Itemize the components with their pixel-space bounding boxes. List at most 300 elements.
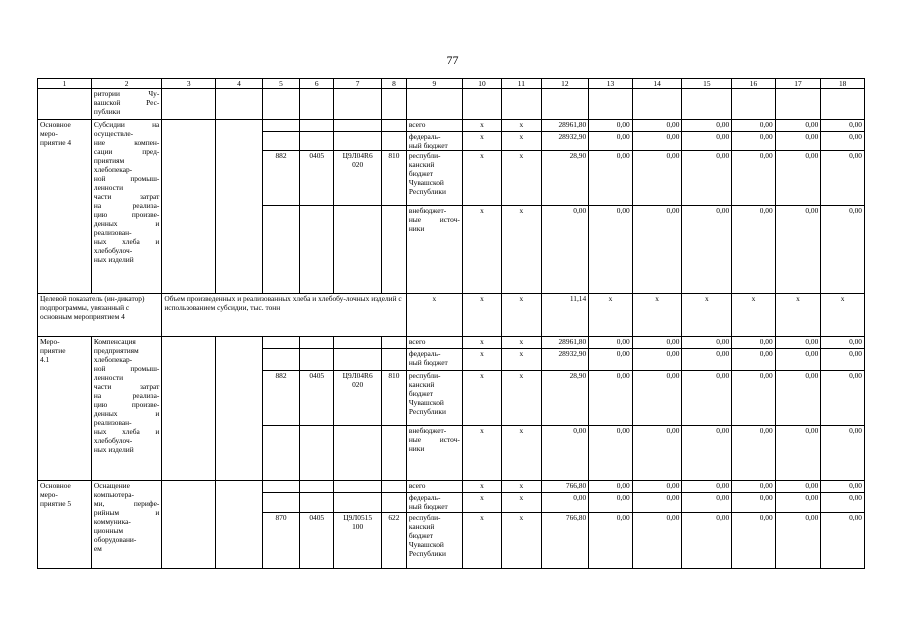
- cell: [300, 89, 334, 120]
- value-cell: 0,00: [732, 132, 776, 151]
- value-cell: 0,00: [589, 337, 633, 349]
- code-rz: 0405: [300, 513, 334, 569]
- cell-line: приятие: [40, 346, 66, 355]
- cell-line: Основное: [40, 481, 71, 490]
- code-rz: 0405: [300, 371, 334, 426]
- value-cell: 0,00: [632, 493, 682, 513]
- value-cell: 0,00: [821, 132, 865, 151]
- value-cell: 0,00: [775, 151, 821, 206]
- cell-line: хлебопекар-: [93, 165, 133, 174]
- cell: [334, 337, 382, 349]
- cell-line: ники: [408, 224, 425, 233]
- value-cell: x: [502, 371, 541, 426]
- value-cell: 0,00: [541, 206, 589, 294]
- cell-line: Республики: [408, 187, 446, 196]
- header-cell: 15: [682, 79, 732, 89]
- cell: [589, 89, 633, 120]
- cell-line: внебюджет-: [408, 206, 447, 215]
- cell-line: республи-: [408, 371, 441, 380]
- value-cell: 0,00: [821, 349, 865, 371]
- funding-source: всего: [406, 120, 462, 132]
- value-cell: 0,00: [821, 337, 865, 349]
- value-cell: 0,00: [682, 426, 732, 481]
- cell-line: сации пред-: [93, 147, 160, 156]
- cell-line: бюджет: [408, 531, 434, 540]
- cell-line: приятиям: [93, 156, 125, 165]
- cell-line: осуществле-: [93, 129, 134, 138]
- value-cell: 0,00: [682, 337, 732, 349]
- cell-line: ми, перифе-: [93, 499, 160, 508]
- cell: [334, 206, 382, 294]
- code-rz: 0405: [300, 151, 334, 206]
- cell-line: хлебобулоч-: [93, 246, 133, 255]
- value-cell: x: [502, 120, 541, 132]
- cell-line: 4.1: [40, 355, 50, 364]
- cell-line: ных хлеба и: [93, 427, 160, 436]
- value-cell: 0,00: [589, 132, 633, 151]
- cell-line: федераль-: [408, 493, 441, 502]
- value-cell: 0,00: [775, 481, 821, 493]
- code-vr: 622: [381, 513, 406, 569]
- value-cell: x: [462, 151, 501, 206]
- cell-line: Ц9Л0515: [343, 513, 373, 522]
- value-cell: 0,00: [682, 349, 732, 371]
- value-cell: 0,00: [682, 120, 732, 132]
- value-cell: x: [502, 493, 541, 513]
- cell-line: ный бюджет: [408, 358, 448, 367]
- value-cell: 0,00: [632, 120, 682, 132]
- code-csr: [334, 371, 382, 426]
- cell-line: Ц9Л04R6: [342, 371, 373, 380]
- code-csr: [334, 513, 382, 569]
- header-cell: 14: [632, 79, 682, 89]
- budget-table: [37, 78, 865, 569]
- cell: [262, 349, 299, 371]
- cell: [300, 481, 334, 493]
- cell: [381, 337, 406, 349]
- code-csr: [334, 151, 382, 206]
- funding-source: [406, 132, 462, 151]
- indicator-value: x: [589, 294, 633, 337]
- cell: [262, 337, 299, 349]
- header-cell: 7: [334, 79, 382, 89]
- value-cell: 0,00: [632, 481, 682, 493]
- table-row: [38, 481, 865, 493]
- cell-line: Ц9Л04R6: [342, 151, 373, 160]
- value-cell: 28961,80: [541, 120, 589, 132]
- cell-line: канский: [408, 380, 435, 389]
- funding-source: [406, 513, 462, 569]
- header-cell: 16: [732, 79, 776, 89]
- cell: [216, 120, 263, 294]
- cell: [775, 89, 821, 120]
- value-cell: x: [502, 151, 541, 206]
- cell: [682, 89, 732, 120]
- header-cell: 1: [38, 79, 92, 89]
- value-cell: 0,00: [775, 513, 821, 569]
- value-cell: 0,00: [589, 493, 633, 513]
- cell: [632, 89, 682, 120]
- cell: [216, 481, 263, 569]
- cell-line: ные источ-: [408, 215, 460, 224]
- cell-line: ционным: [93, 526, 124, 535]
- cell-line: Республики: [408, 549, 446, 558]
- cell-line: ный бюджет: [408, 502, 448, 511]
- cell: [216, 337, 263, 481]
- cell-line: федераль-: [408, 132, 441, 141]
- value-cell: 0,00: [589, 349, 633, 371]
- cell-line: коммуника-: [93, 517, 131, 526]
- cell-line: ем: [93, 544, 102, 553]
- cell: [541, 89, 589, 120]
- cell: [162, 481, 216, 569]
- cell: [162, 337, 216, 481]
- value-cell: 0,00: [632, 337, 682, 349]
- funding-source: [406, 206, 462, 294]
- indicator-value: x: [821, 294, 865, 337]
- cell-line: Меро-: [40, 337, 60, 346]
- value-cell: 0,00: [732, 206, 776, 294]
- value-cell: 0,00: [632, 132, 682, 151]
- value-cell: 0,00: [589, 151, 633, 206]
- code-grbs: 882: [262, 151, 299, 206]
- funding-source: [406, 371, 462, 426]
- funding-source: всего: [406, 337, 462, 349]
- value-cell: 0,00: [775, 493, 821, 513]
- cell-line: оборудовани-: [93, 535, 137, 544]
- code-grbs: 870: [262, 513, 299, 569]
- cell: [162, 89, 216, 120]
- indicator-value: x: [406, 294, 462, 337]
- page-number: 77: [446, 53, 459, 67]
- cell-line: Республики: [408, 407, 446, 416]
- value-cell: 0,00: [682, 513, 732, 569]
- indicator-value: x: [462, 294, 501, 337]
- value-cell: x: [502, 206, 541, 294]
- value-cell: 0,00: [732, 151, 776, 206]
- header-cell: 3: [162, 79, 216, 89]
- code-vr: 810: [381, 371, 406, 426]
- value-cell: 0,00: [589, 426, 633, 481]
- indicator-value: x: [775, 294, 821, 337]
- cell: [334, 349, 382, 371]
- cell-line: на реализа-: [93, 391, 160, 400]
- cell-line: денных и: [93, 219, 160, 228]
- cell: [381, 481, 406, 493]
- value-cell: x: [502, 349, 541, 371]
- value-cell: 0,00: [682, 151, 732, 206]
- cell-line: ной промыш-: [93, 174, 160, 183]
- table-header-row: [38, 79, 865, 89]
- cell: [334, 120, 382, 132]
- cell-line: на реализа-: [93, 201, 160, 210]
- cell: [406, 89, 462, 120]
- funding-source: всего: [406, 481, 462, 493]
- header-cell: 8: [381, 79, 406, 89]
- cell-line: ние компен-: [93, 138, 160, 147]
- cell: [262, 493, 299, 513]
- value-cell: x: [462, 206, 501, 294]
- value-cell: x: [502, 132, 541, 151]
- cell: [334, 89, 382, 120]
- cell-line: канский: [408, 522, 435, 531]
- value-cell: 0,00: [732, 513, 776, 569]
- cell: [381, 89, 406, 120]
- indicator-row: [38, 294, 865, 337]
- value-cell: 0,00: [589, 513, 633, 569]
- measure-description: [91, 337, 161, 481]
- header-cell: 10: [462, 79, 501, 89]
- cell: [381, 426, 406, 481]
- cell-line: ной промыш-: [93, 364, 160, 373]
- value-cell: 0,00: [775, 371, 821, 426]
- cell: [732, 89, 776, 120]
- value-cell: x: [502, 337, 541, 349]
- value-cell: 0,00: [589, 481, 633, 493]
- value-cell: 0,00: [732, 371, 776, 426]
- header-cell: 6: [300, 79, 334, 89]
- cell-line: Чувашской: [408, 540, 444, 549]
- measure-name: [38, 481, 92, 569]
- header-cell: 13: [589, 79, 633, 89]
- funding-source: [406, 349, 462, 371]
- value-cell: 0,00: [821, 513, 865, 569]
- value-cell: 0,00: [775, 337, 821, 349]
- indicator-description: Объем произведенных и реализованных хлеба и хлебобу-лочных изделий с использованием субсидии, тыс. тонн: [162, 294, 407, 337]
- table-row: [38, 337, 865, 349]
- cell: [334, 481, 382, 493]
- cell-line: цию произве-: [93, 210, 160, 219]
- cell-line: 020: [352, 380, 364, 389]
- cell: [300, 426, 334, 481]
- cell-line: меро-: [40, 490, 58, 499]
- cell: [381, 493, 406, 513]
- cell-line: бюджет: [408, 389, 434, 398]
- cell-line: ленности: [93, 183, 124, 192]
- cell: [300, 206, 334, 294]
- cell-line: 020: [352, 160, 364, 169]
- value-cell: x: [462, 132, 501, 151]
- cell-line: рийным и: [93, 508, 160, 517]
- header-cell: 12: [541, 79, 589, 89]
- cell-line: ленности: [93, 373, 124, 382]
- funding-source: [406, 151, 462, 206]
- cell: [300, 120, 334, 132]
- value-cell: 0,00: [632, 349, 682, 371]
- cell: [262, 120, 299, 132]
- value-cell: 0,00: [682, 371, 732, 426]
- cell: [334, 493, 382, 513]
- cell-line: ных хлеба и: [93, 237, 160, 246]
- value-cell: 0,00: [541, 493, 589, 513]
- indicator-label: Целевой показатель (ин-дикатор) подпрограммы, увязанный с основным мероприятием 4: [38, 294, 162, 337]
- header-cell: 2: [91, 79, 161, 89]
- value-cell: 766,80: [541, 513, 589, 569]
- cell-line: канский: [408, 160, 435, 169]
- value-cell: 0,00: [632, 371, 682, 426]
- measure-name: [38, 337, 92, 481]
- value-cell: 0,00: [632, 151, 682, 206]
- cell-line: Субсидии на: [93, 120, 160, 129]
- measure-name: [38, 120, 92, 294]
- value-cell: 0,00: [682, 493, 732, 513]
- cell: [502, 89, 541, 120]
- cell: [262, 426, 299, 481]
- value-cell: 0,00: [632, 513, 682, 569]
- value-cell: 0,00: [775, 132, 821, 151]
- value-cell: 0,00: [732, 493, 776, 513]
- cell-line: предприятиям: [93, 346, 139, 355]
- header-cell: 9: [406, 79, 462, 89]
- value-cell: 28961,80: [541, 337, 589, 349]
- indicator-value: x: [632, 294, 682, 337]
- measure-description: [91, 120, 161, 294]
- cell: [262, 89, 299, 120]
- value-cell: 0,00: [682, 132, 732, 151]
- cell-line: части затрат: [93, 382, 160, 391]
- cell-line: Основное: [40, 120, 71, 129]
- cell-line: хлебопекар-: [93, 355, 133, 364]
- cell-line: денных и: [93, 409, 160, 418]
- cell-line: ный бюджет: [408, 141, 448, 150]
- cell-line: меро-: [40, 129, 58, 138]
- value-cell: 0,00: [821, 206, 865, 294]
- value-cell: 0,00: [682, 206, 732, 294]
- value-cell: 0,00: [732, 120, 776, 132]
- cell-line: приятие 5: [40, 499, 72, 508]
- cell-line: вашской Рес-: [93, 98, 160, 107]
- value-cell: x: [502, 426, 541, 481]
- value-cell: x: [462, 481, 501, 493]
- value-cell: 28,90: [541, 151, 589, 206]
- code-grbs: 882: [262, 371, 299, 426]
- cell: [334, 132, 382, 151]
- cell-line: республи-: [408, 513, 441, 522]
- value-cell: 0,00: [632, 206, 682, 294]
- indicator-value: x: [682, 294, 732, 337]
- value-cell: 0,00: [821, 493, 865, 513]
- value-cell: 0,00: [589, 206, 633, 294]
- value-cell: 0,00: [732, 349, 776, 371]
- value-cell: 0,00: [732, 481, 776, 493]
- value-cell: x: [462, 426, 501, 481]
- table-row: [38, 89, 865, 120]
- cell: [381, 206, 406, 294]
- value-cell: 0,00: [775, 120, 821, 132]
- cell-line: хлебобулоч-: [93, 436, 133, 445]
- cell: [462, 89, 501, 120]
- indicator-value: x: [502, 294, 541, 337]
- cell-description: [91, 89, 161, 120]
- cell-line: ных изделий: [93, 445, 134, 454]
- cell-line: приятие 4: [40, 138, 72, 147]
- value-cell: 0,00: [589, 120, 633, 132]
- value-cell: 0,00: [775, 206, 821, 294]
- cell-line: компьютерa-: [93, 490, 135, 499]
- value-cell: x: [462, 513, 501, 569]
- cell-line: публики: [93, 107, 121, 116]
- cell: [262, 206, 299, 294]
- cell-line: цию произве-: [93, 400, 160, 409]
- value-cell: 0,00: [589, 371, 633, 426]
- value-cell: x: [462, 493, 501, 513]
- cell: [262, 481, 299, 493]
- funding-source: [406, 426, 462, 481]
- value-cell: 0,00: [775, 349, 821, 371]
- cell-line: 100: [352, 522, 364, 531]
- measure-description: [91, 481, 161, 569]
- cell-line: реализован-: [93, 228, 132, 237]
- header-cell: 17: [775, 79, 821, 89]
- cell-line: Чувашской: [408, 178, 444, 187]
- funding-source: [406, 493, 462, 513]
- cell: [300, 349, 334, 371]
- value-cell: x: [502, 513, 541, 569]
- cell-line: бюджет: [408, 169, 434, 178]
- cell: [300, 132, 334, 151]
- cell-line: Оснащение: [93, 481, 130, 490]
- cell: [821, 89, 865, 120]
- value-cell: 0,00: [732, 337, 776, 349]
- value-cell: x: [462, 371, 501, 426]
- cell-line: ных изделий: [93, 255, 134, 264]
- cell-line: республи-: [408, 151, 441, 160]
- value-cell: 0,00: [775, 426, 821, 481]
- value-cell: 28932,90: [541, 349, 589, 371]
- cell: [381, 132, 406, 151]
- header-cell: 11: [502, 79, 541, 89]
- cell: [300, 493, 334, 513]
- cell-line: реализован-: [93, 418, 132, 427]
- cell: [162, 120, 216, 294]
- value-cell: x: [502, 481, 541, 493]
- value-cell: x: [462, 337, 501, 349]
- indicator-value: 11,14: [541, 294, 589, 337]
- cell: [381, 349, 406, 371]
- cell: [381, 120, 406, 132]
- value-cell: 28,90: [541, 371, 589, 426]
- value-cell: x: [462, 349, 501, 371]
- cell: [334, 426, 382, 481]
- cell-line: ники: [408, 444, 425, 453]
- cell-line: ритории Чу-: [93, 89, 160, 98]
- value-cell: 28932,90: [541, 132, 589, 151]
- cell-line: внебюджет-: [408, 426, 447, 435]
- value-cell: 0,00: [821, 426, 865, 481]
- value-cell: 0,00: [541, 426, 589, 481]
- table-row: [38, 120, 865, 132]
- cell: [216, 89, 263, 120]
- cell-line: части затрат: [93, 192, 160, 201]
- indicator-value: x: [732, 294, 776, 337]
- value-cell: 0,00: [821, 120, 865, 132]
- cell: [38, 89, 92, 120]
- cell: [262, 132, 299, 151]
- header-cell: 4: [216, 79, 263, 89]
- cell-line: ные источ-: [408, 435, 460, 444]
- header-cell: 18: [821, 79, 865, 89]
- code-vr: 810: [381, 151, 406, 206]
- value-cell: 0,00: [821, 481, 865, 493]
- value-cell: 0,00: [632, 426, 682, 481]
- cell: [300, 337, 334, 349]
- header-cell: 5: [262, 79, 299, 89]
- value-cell: 0,00: [821, 371, 865, 426]
- value-cell: 0,00: [682, 481, 732, 493]
- value-cell: 0,00: [732, 426, 776, 481]
- cell-line: федераль-: [408, 349, 441, 358]
- cell-line: Компенсация: [93, 337, 136, 346]
